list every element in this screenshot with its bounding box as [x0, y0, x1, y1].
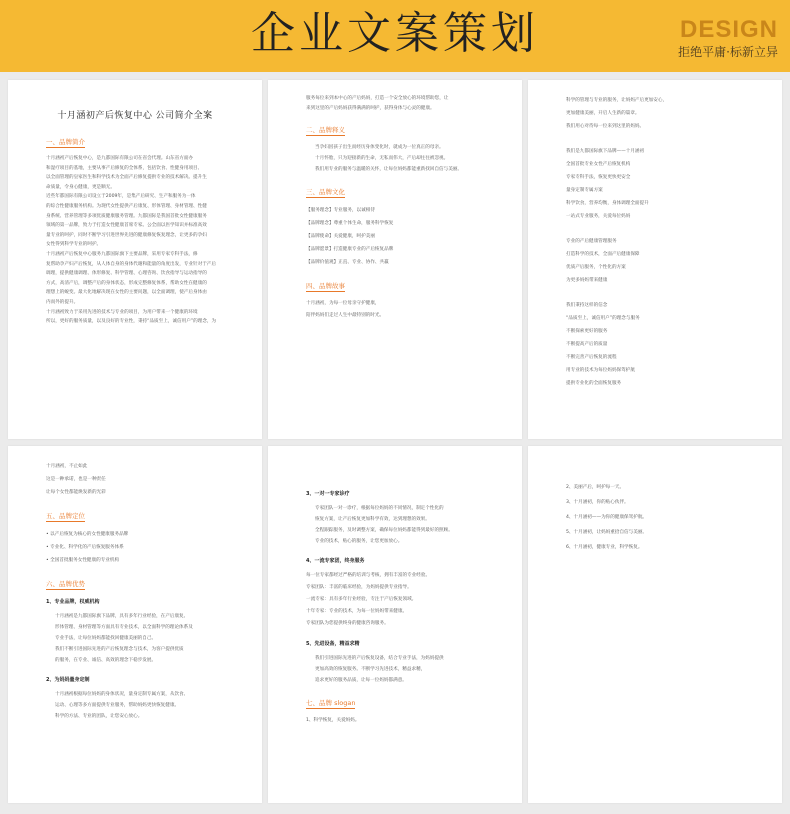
text-line: 的综合性健康服务机构。为现代女性提供产后康复、形体管理、身材管理、性健	[46, 203, 207, 209]
text-line: 我们用心对待每一位来到这里的妈妈。	[566, 124, 645, 129]
subsection-title: 4、一流专家团，终身服务	[306, 558, 365, 564]
text-line: 十月涵初是九都国际旗下品牌，具有多年行业经验，在产后康复、	[55, 614, 189, 619]
text-line: 理想上的蜕变。最大化地解决现在女性的主要问题，以全面调理，使产后身体由	[46, 290, 207, 296]
text-line: 十年专家：专业的技术，为每一位妈妈带来健康。	[306, 609, 408, 614]
section-heading: 三、品牌文化	[306, 188, 345, 197]
text-line: 量专业的呵护，同时不断学习引进世界先进的健康修复恢复理念，让更多的孕妇	[46, 232, 207, 238]
text-line: 【品牌理念】尊重个体生命，服务科学恢复	[306, 221, 394, 227]
paragraph-block	[566, 94, 764, 133]
paragraph-block	[306, 653, 504, 686]
text-line: • 以产后恢复为核心的女性健康服务品牌	[46, 532, 129, 537]
text-line: 为更多妈妈带来健康	[566, 278, 608, 283]
text-line: 科学饮食，营养均衡，身体调理全面提升	[566, 201, 649, 206]
text-line: 方式，高清产后，调整产后的身体状态，形成完整修复体系，帮助女性在健康的	[46, 280, 207, 286]
paragraph-block	[566, 235, 764, 287]
text-line: 我们秉持这样的信念	[566, 303, 608, 308]
text-line: 4、十月涵初——为你的健康保驾护航。	[566, 515, 648, 520]
text-line: 以全面管理的皇家医生和科学技术为全面产后修复提供专业的技术解决。提升生	[46, 175, 207, 181]
text-line: 内而外的提升。	[46, 299, 79, 305]
text-line: 我们是九都国际旗下品牌——十月涵初	[566, 149, 645, 154]
text-line: 一站式专业服务，关爱每位妈妈	[566, 214, 631, 219]
text-line: 我们引进国际先进的产后恢复设备，结合专业手法，为妈妈提供	[315, 656, 444, 661]
text-line: 一流专家：具有多年行业经验，专注于产后恢复领域。	[306, 597, 417, 602]
text-line: 用专业的技术为每位妈妈保驾护航	[566, 368, 635, 373]
text-line: 十月涵初致力于采用先进的技术与专业的项目，为用户带来一个健康的环境	[46, 309, 198, 315]
paragraph-block	[306, 204, 504, 269]
text-line: 十月涵初，为每一位母亲守护健康，	[306, 301, 380, 307]
text-line: 更加健康美丽，开启人生新的篇章。	[566, 111, 640, 116]
document-page-1	[8, 80, 262, 439]
text-line: 【服务理念】专业服务，以诚相待	[306, 208, 375, 214]
text-line: 身系统、营养管理等多项优质健康服务管理。九都国际是我国首批女性健康服务	[46, 213, 207, 219]
section-heading: 二、品牌释义	[306, 126, 345, 135]
banner-design-label: DESIGN	[679, 16, 778, 43]
paragraph-block	[306, 503, 504, 547]
text-line: 全国首批专业女性产后恢复机构	[566, 162, 631, 167]
header-banner	[0, 0, 790, 72]
paragraph-block	[46, 154, 244, 327]
section-heading: 六、品牌优势	[46, 580, 85, 588]
text-line: 科学的方法、专业的团队，让您安心放心。	[55, 714, 143, 719]
text-line: 打造科学的技术，全面产后健康保障	[566, 252, 640, 257]
text-line: 女性得到科学专业的呵护。	[46, 242, 102, 248]
text-line: 全程跟踪服务，及时调整方案，确保每位妈妈都能得到最好的照顾。	[315, 528, 453, 533]
subsection-title: 1、专业品牌，权威机构	[46, 599, 100, 605]
section-heading: 五、品牌定位	[46, 512, 85, 520]
text-line: 运动、心理等多方面提供专业服务，帮助妈妈更快恢复健康。	[55, 703, 180, 708]
paragraph-block	[306, 94, 504, 113]
text-line: 让每个女性都能焕发新的光彩	[46, 490, 106, 495]
text-line: 专家团队：丰富的临床经验，为妈妈提供专业指导。	[306, 585, 412, 590]
text-line: • 专业化、科学化的产后恢复服务体系	[46, 545, 124, 550]
document-page-3	[528, 80, 782, 439]
text-line: 专家团队一对一诊疗，根据每位妈妈的不同情况，制定个性化的	[315, 506, 444, 511]
text-line: 专家团队为您提供终身的健康咨询服务。	[306, 621, 389, 626]
text-line: 专业的产后健康管理服务	[566, 239, 617, 244]
section-heading: 四、品牌故事	[306, 282, 345, 291]
text-line: 和湿疗项目的基地，主要从事产后修复的全体系，包括饮食、性健身用项目、	[46, 165, 203, 171]
text-line: 形体管理、身材管理等方面具有专业技术，以全面科学的理论体系及	[55, 625, 193, 630]
text-line: 提供专业化的全面恢复服务	[566, 381, 622, 386]
text-line: 1、科学恢复，关爱妈妈。	[306, 718, 360, 723]
paragraph-block	[306, 298, 504, 322]
text-line: 6、十月涵初，健康专业，科学恢复。	[566, 545, 643, 550]
text-line: 领域的第一品牌，致力于打造女性健康首席专家。公全面以医学知识并标准高效	[46, 223, 207, 229]
text-line: 每一位专家都经过严格的培训与考核，拥有丰富的专业经验。	[306, 573, 431, 578]
subsection-title: 3、一对一专家诊疗	[306, 491, 350, 497]
paragraph-block	[306, 570, 504, 630]
text-line: 不断完善产后恢复的流程	[566, 355, 617, 360]
section-heading: 七、品牌 slogan	[306, 699, 356, 707]
subsection-title: 5、先进设备，精益求精	[306, 641, 360, 647]
paragraph-block	[46, 460, 244, 499]
text-line: 不断提高产后的质量	[566, 342, 608, 347]
text-line: 专业的技术，贴心的服务，让您更加放心。	[315, 539, 403, 544]
text-line: 专业手法，让每位妈妈都能找回健康美丽的自己。	[55, 636, 157, 641]
text-line: 复帮助孕产妇产后恢复，从人体自身的身体代谢和能量的角度出发，专业针对于产后	[46, 261, 216, 267]
text-line: 十月涵初产后恢复中心，是九都国际有限公司在省会代理。山东省方面办	[46, 156, 194, 161]
document-page-5	[268, 446, 522, 803]
text-line: 十月涵初，不止如此	[46, 464, 88, 469]
text-line: 【品牌使命】关爱健康，呵护美丽	[306, 234, 375, 240]
text-line: 我们不断引进国际先进的产后恢复理念与技术，为客户提供优质	[55, 647, 184, 652]
section-heading: 一、品牌简介	[46, 138, 85, 146]
text-line: 【品牌愿景】打造健康专业的产后恢复品牌	[306, 247, 394, 253]
text-line: 专家专科手法，恢复更快更安全	[566, 175, 631, 180]
paragraph-block	[46, 689, 244, 722]
text-line: 这是一种承诺，也是一种责任	[46, 477, 106, 482]
paragraph-block	[566, 480, 764, 555]
text-line: 来到这里的产后妈妈获得满满的呵护，获得身体与心灵的健康。	[306, 105, 435, 111]
bullet-list	[46, 528, 244, 567]
text-line: 当孕妇因孩子出生而经历身体变化时，就成为一位真正的母亲。	[315, 145, 444, 151]
text-line: 不断探索更好的服务	[566, 329, 608, 334]
text-line: 量身定制专属方案	[566, 188, 603, 193]
text-line: 我们用专业的服务与温暖的关怀，让每位妈妈都能重新找回自信与美丽。	[315, 167, 463, 173]
text-line: 恢复方案，让产后恢复更加科学有效，达到理想的效果。	[315, 517, 430, 522]
document-page-6	[528, 446, 782, 803]
text-line: 陪伴妈妈们走过人生中最特别的时光。	[306, 313, 385, 319]
subsection-title: 2、为妈妈量身定制	[46, 677, 90, 683]
paragraph-block	[566, 145, 764, 223]
text-line: 十月涵初根据每位妈妈的身体状况，量身定制专属方案，从饮食、	[55, 692, 189, 697]
document-page-2	[268, 80, 522, 439]
document-page-4	[8, 446, 262, 803]
paragraph-block	[46, 611, 244, 666]
text-line: 更加高效的恢复服务。不断学习先进技术，精益求精，	[315, 667, 426, 672]
paragraph-block	[566, 299, 764, 390]
text-line: 近些年都国际有限公司设立于2009年，是集产后研究、生产和服务为一体	[46, 194, 196, 200]
text-line: 追求更好的服务品质，让每一位妈妈都满意。	[315, 678, 407, 683]
document-title: 十月涵初产后恢复中心 公司简介全案	[57, 111, 213, 121]
text-line: 十月涵初产后恢复中心服务九都国际旗下主要品牌，采用专家专科手法，修	[46, 251, 198, 257]
text-line: • 全国首批服务女性健康的专业机构	[46, 558, 120, 563]
banner-subtitle: 拒绝平庸·标新立异	[678, 45, 778, 59]
text-line: 科学的管理与专业的服务，让妈妈产后更加安心，	[566, 98, 668, 103]
text-line: 十月怀胎，只为迎接新的生命，无私而伟大，产后却往往被忽视。	[315, 156, 449, 162]
text-line: 【品牌价值观】正直、专业、协作、共赢	[306, 260, 389, 266]
text-line: 的服务，在专业、诚信、高效的理念下稳步发展。	[55, 658, 157, 663]
paragraph-block	[306, 142, 504, 175]
text-line: 调理，提供健康调理、体形修复、科学管理、心理咨询、饮食指导与运动指导的	[46, 271, 207, 277]
paragraph-block	[306, 715, 504, 727]
banner-title: 企业文案策划	[251, 8, 539, 59]
text-line: 服务每位来到本中心的产后妈妈，打造一个安全放心的环境帮助您，让	[306, 96, 449, 101]
text-line: 优质产后服务，个性化的方案	[566, 265, 626, 270]
text-line: 3、十月涵初，你的贴心伙伴。	[566, 500, 629, 505]
text-line: 所以，更好的服务质量，以及良好的专业性，秉持“品质至上，诚信用户”的理念，为	[46, 319, 217, 325]
text-line: 命质量，令身心健康，更是顺无。	[46, 184, 115, 190]
text-line: 5、十月涵初，让妈妈重拾自信与美丽。	[566, 530, 648, 535]
text-line: “品质至上，诚信用户”的理念与服务	[566, 316, 640, 321]
text-line: 2、美丽产后，呵护每一天。	[566, 485, 625, 490]
